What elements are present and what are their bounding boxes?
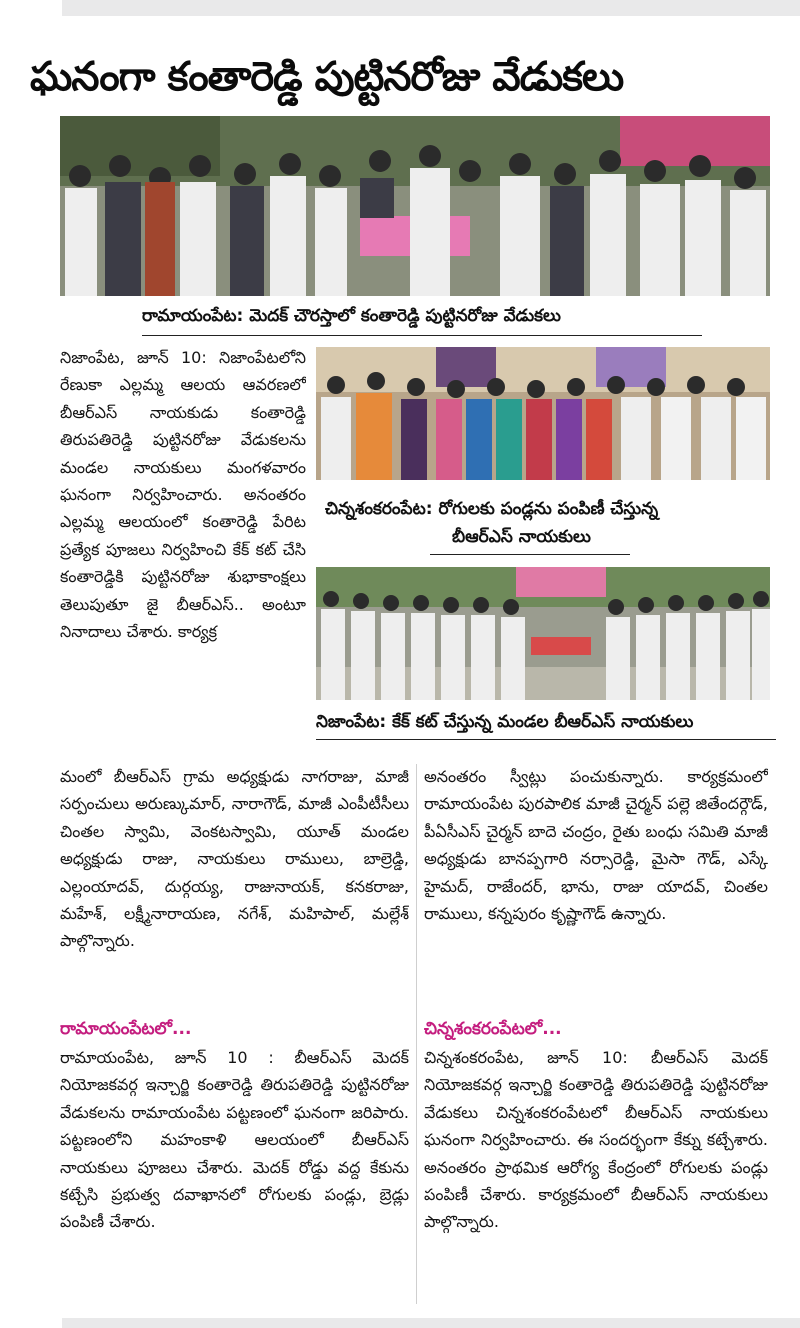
photo-caption-ramayampet: రామాయంపేట: మెదక్ చౌరస్తాలో కంతారెడ్డి పుట్టినరోజు వేడుకలు: [142, 306, 561, 326]
section-text-chinnashankarampet: చిన్నశంకరంపేట, జూన్ 10: బీఆర్ఎస్ మెదక్ నియోజకవర్గ ఇన్చార్జి కంతారెడ్డి తిరుపతిరెడ్డి పుట్టినరోజు వేడుకలు చిన్నశంకరంపేటలో బీఆర్ఎస్ నాయకులు ఘనంగా నిర్వహించారు. ఈ సందర్భంగా కేక్ను కట్చేశారు. అనంతరం ప్రాథమిక ఆరోగ్య కేంద్రంలో రోగులకు పండ్లు పంపిణీ చేశారు. కార్యక్రమంలో బీఆర్ఎస్ నాయకులు పాల్గొన్నారు.: [424, 1048, 768, 1232]
article-intro-narrow: నిజాంపేట, జూన్ 10: నిజాంపేటలోని రేణుకా ఎల్లమ్మ ఆలయ ఆవరణలో బీఆర్ఎస్ నాయకుడు కంతారెడ్డి తిరుపతిరెడ్డి పుట్టినరోజు వేడుకలను మండల నాయకులు మంగళవారం ఘనంగా నిర్వహించారు. అనంతరం ఎల్లమ్మ ఆలయంలో కంతారెడ్డి పేరిట ప్రత్యేక పూజలు నిర్వహించి కేక్ కట్ చేసి కంతారెడ్డికి పుట్టినరోజు శుభాకాంక్షలు తెలుపుతూ జై బీఆర్ఎస్.. అంటూ నినాదాలు చేశారు. కార్యక్ర: [60, 348, 306, 642]
caption-underline: [142, 335, 702, 336]
caption-underline: [316, 739, 776, 740]
caption-underline: [430, 554, 630, 555]
section-heading-ramayampet: రామాయంపేటలో...: [60, 1019, 192, 1039]
column-divider: [416, 764, 417, 1304]
photo-caption-nizampet: నిజాంపేట: కేక్ కట్ చేస్తున్న మండల బీఆర్ఎస్ నాయకులు: [316, 712, 694, 732]
section-text-ramayampet: రామాయంపేట, జూన్ 10 : బీఆర్ఎస్ మెదక్ నియోజకవర్గ ఇన్చార్జి కంతారెడ్డి తిరుపతిరెడ్డి పుట్టినరోజు వేడుకలను రామాయంపేట పట్టణంలో ఘనంగా జరిపారు. పట్టణంలోని మహంకాళి ఆలయంలో బీఆర్ఎస్ నాయకులు పూజలు చేశారు. మెదక్ రోడ్డు వద్ద కేకును కట్చేసి ప్రభుత్వ దవాఖానలో రోగులకు పండ్లు, బ్రెడ్లు పంపిణీ చేశారు.: [60, 1048, 409, 1232]
photo-ramayampet: [60, 116, 770, 296]
article-intro-left-column: మంలో బీఆర్ఎస్ గ్రామ అధ్యక్షుడు నాగరాజు, మాజీ సర్పంచులు అరుణ్కుమార్, నారాగౌడ్, మాజీ ఎంపీటీసీలు చింతల స్వామి, వెంకటస్వామి, యూత్ మండల అధ్యక్షుడు రాజు, నాయకులు రాములు, బాల్రెడ్డి, ఎల్లంయాదవ్, దుర్గయ్య, రాజునాయక్, కనకరాజు, మహేశ్, లక్ష్మీనారాయణ, నగేశ్, మహిపాల్, మల్లేశ్ పాల్గొన్నారు.: [60, 767, 409, 951]
page-top-bar: [62, 0, 800, 16]
photo-chinnashankarampet: [316, 347, 770, 480]
section-heading-chinnashankarampet: చిన్నశంకరంపేటలో...: [424, 1019, 562, 1039]
headline: ఘనంగా కంతారెడ్డి పుట్టినరోజు వేడుకలు: [30, 54, 624, 100]
article-intro-right-column: అనంతరం స్వీట్లు పంచుకున్నారు. కార్యక్రమంలో రామాయంపేట పురపాలిక మాజీ చైర్మన్ పల్లె జితేందర్గౌడ్, పీఏసీఎస్ చైర్మన్ బాదె చంద్రం, రైతు బంధు సమితి మాజీ అధ్యక్షుడు బానప్పగారి నర్సారెడ్డి, మైసా గౌడ్, ఎస్కే హైమద్, రాజేందర్, భాను, రాజు యాదవ్, చింతల రాములు, కన్నపురం కృష్ణాగౌడ్ ఉన్నారు.: [424, 767, 768, 924]
photo-nizampet: [316, 567, 770, 700]
page-bottom-bar: [62, 1318, 800, 1328]
photo-caption-chinnashankarampet-line1: చిన్నశంకరంపేట: రోగులకు పండ్లను పంపిణీ చేస్తున్న: [325, 499, 659, 519]
photo-caption-chinnashankarampet-line2: బీఆర్ఎస్ నాయకులు: [452, 527, 591, 547]
